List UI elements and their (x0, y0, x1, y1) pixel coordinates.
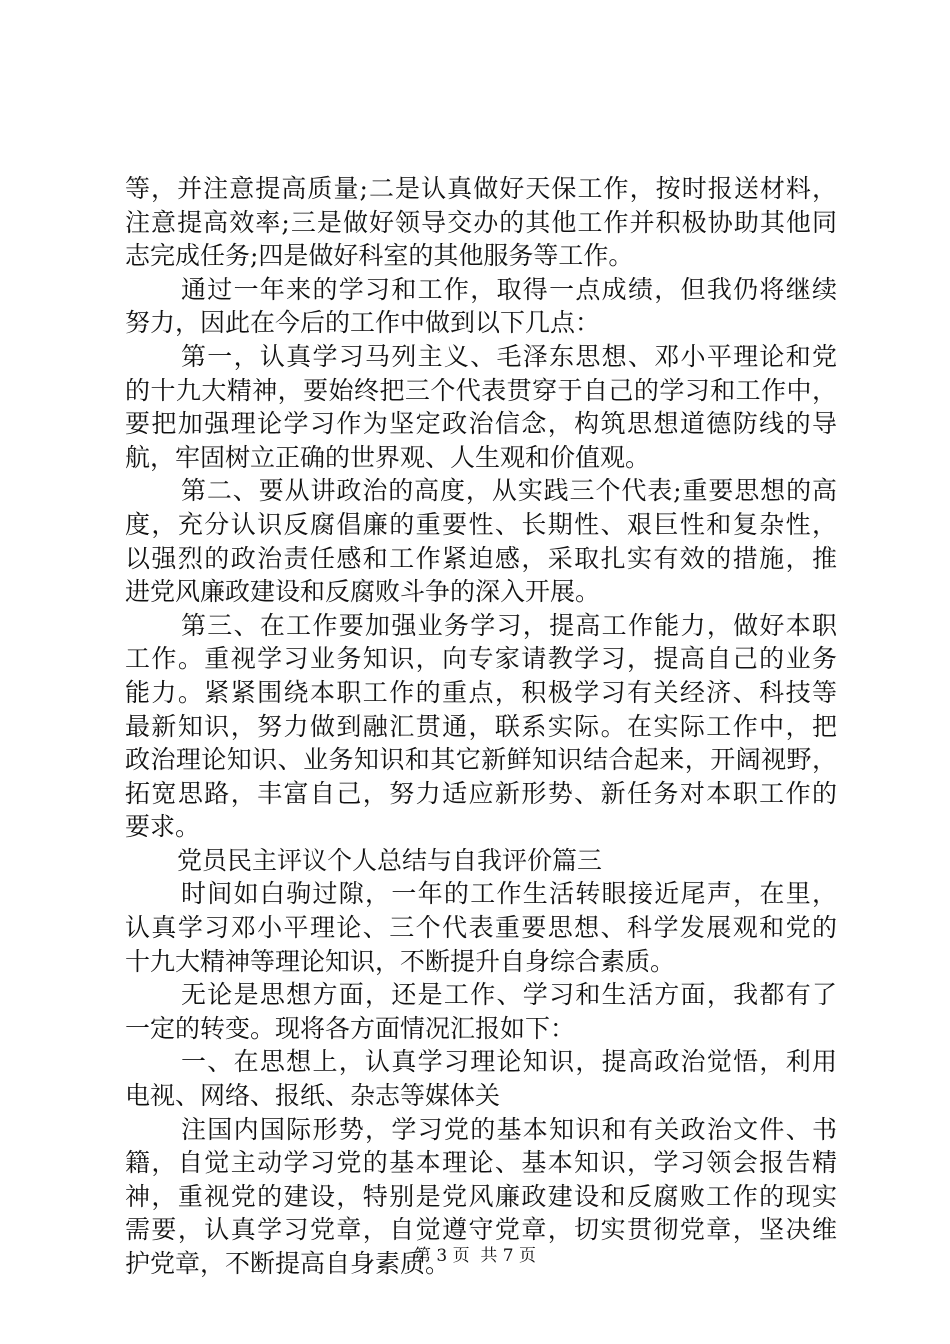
text-line: 认真学习邓小平理论、三个代表重要思想、科学发展观和党的 (125, 913, 837, 943)
text-line: 十九大精神等理论知识，不断提升自身综合素质。 (125, 946, 676, 976)
text-line: 等，并注意提高质量;二是认真做好天保工作，按时报送材料， (125, 174, 837, 203)
text-line: 一、在思想上，认真学习理论知识，提高政治觉悟，利用 (181, 1047, 837, 1077)
text-line: 进党风廉政建设和反腐败斗争的深入开展。 (125, 577, 601, 607)
text-line: 的十九大精神，要始终把三个代表贯穿于自己的学习和工作中， (125, 375, 837, 405)
text-line: 志完成任务;四是做好科室的其他服务等工作。 (125, 241, 634, 271)
text-line: 工作。重视学习业务知识，向专家请教学习，提高自己的业务 (125, 644, 837, 674)
text-line: 要把加强理论学习作为坚定政治信念，构筑思想道德防线的导 (125, 409, 837, 439)
text-line: 拓宽思路，丰富自己，努力适应新形势、新任务对本职工作的 (125, 778, 837, 808)
document-body (125, 172, 837, 1281)
text-line: 努力，因此在今后的工作中做到以下几点： (125, 308, 601, 338)
text-line: 护党章，不断提高自身素质。 (125, 1249, 451, 1278)
text-line: 政治理论知识、业务知识和其它新鲜知识结合起来，开阔视野， (125, 745, 837, 775)
text-line: 籍，自觉主动学习党的基本理论、基本知识，学习领会报告精 (125, 1148, 837, 1178)
text-line: 注意提高效率;三是做好领导交办的其他工作并积极协助其他同 (125, 207, 837, 237)
text-line: 电视、网络、报纸、杂志等媒体关 (125, 1081, 501, 1111)
page-number-footer: 第 3 页 共 7 页 (413, 1246, 537, 1266)
text-line: 度，充分认识反腐倡廉的重要性、长期性、艰巨性和复杂性， (125, 509, 837, 539)
text-line: 时间如白驹过隙，一年的工作生活转眼接近尾声，在里， (181, 879, 837, 909)
text-line: 第三、在工作要加强业务学习，提高工作能力，做好本职 (181, 610, 837, 640)
text-line: 注国内国际形势，学习党的基本知识和有关政治文件、书 (181, 1114, 837, 1144)
text-line: 以强烈的政治责任感和工作紧迫感，采取扎实有效的措施，推 (125, 543, 837, 573)
text-line: 能力。紧紧围绕本职工作的重点，积极学习有关经济、科技等 (125, 677, 837, 707)
text-line: 无论是思想方面，还是工作、学习和生活方面，我都有了 (181, 980, 837, 1010)
text-line: 神，重视党的建设，特别是党风廉政建设和反腐败工作的现实 (125, 1181, 837, 1211)
text-line: 通过一年来的学习和工作，取得一点成绩，但我仍将继续 (181, 274, 837, 304)
text-line: 航，牢固树立正确的世界观、人生观和价值观。 (125, 442, 651, 472)
text-line: 一定的转变。现将各方面情况汇报如下： (125, 1013, 576, 1043)
text-line: 第二、要从讲政治的高度，从实践三个代表;重要思想的高 (181, 476, 837, 506)
text-line: 要求。 (125, 812, 201, 842)
text-line: 需要，认真学习党章，自觉遵守党章，切实贯彻党章，坚决维 (125, 1215, 837, 1245)
text-line: 第一，认真学习马列主义、毛泽东思想、邓小平理论和党 (181, 341, 837, 371)
text-line: 最新知识，努力做到融汇贯通，联系实际。在实际工作中，把 (125, 711, 837, 741)
section-heading: 党员民主评议个人总结与自我评价篇三 (177, 845, 603, 875)
